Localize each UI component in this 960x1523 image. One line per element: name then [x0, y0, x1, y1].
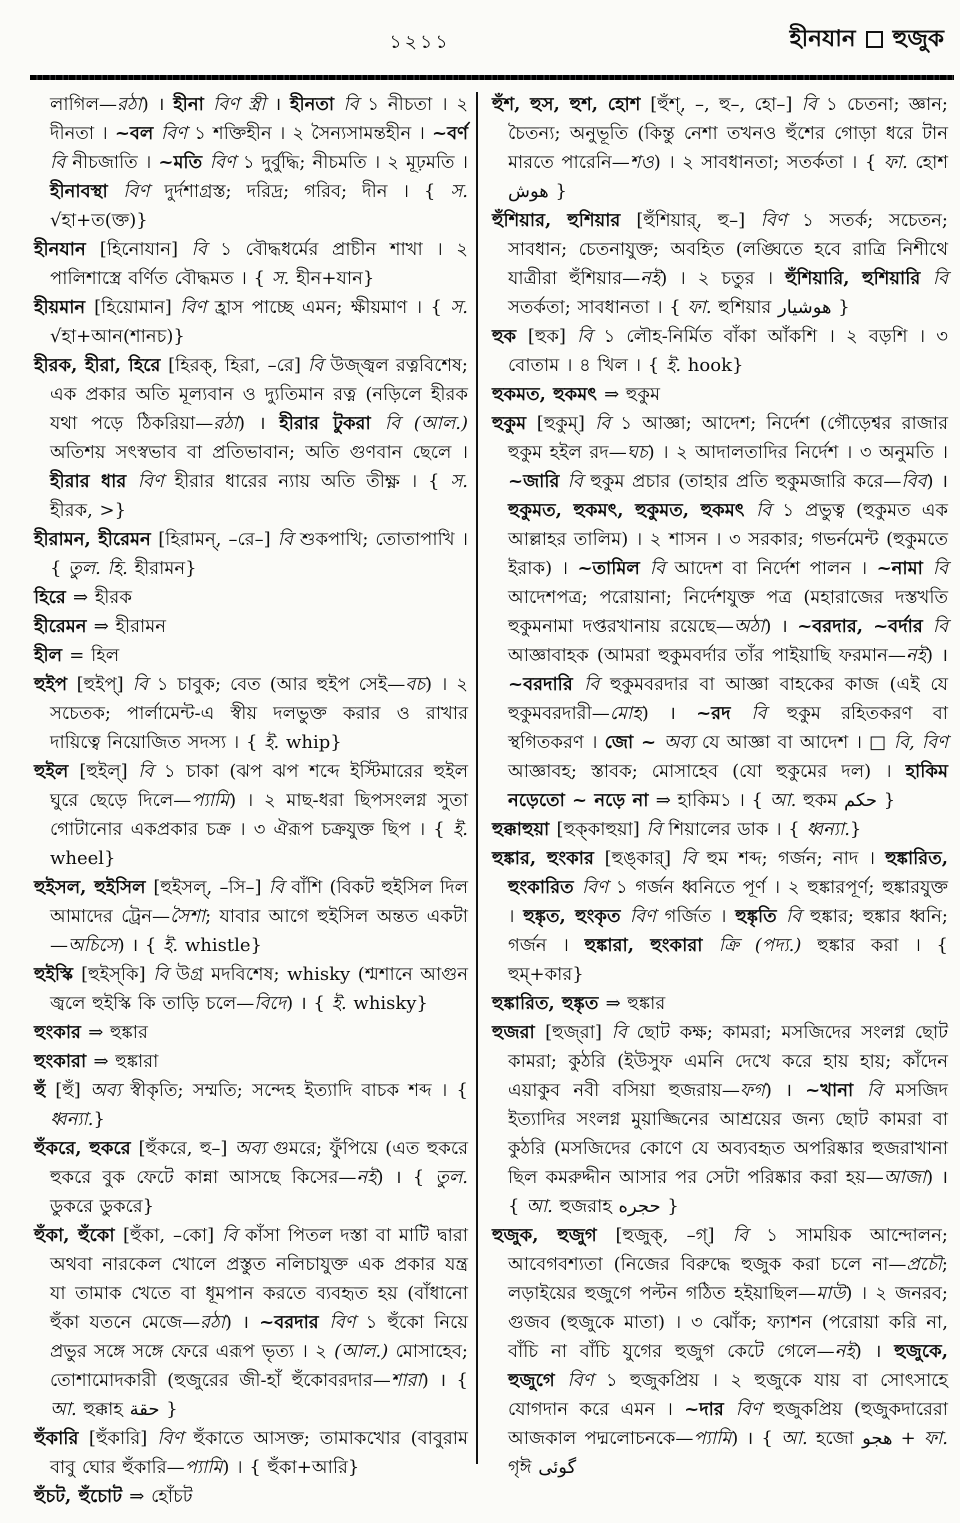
dictionary-entry: হুক [হুক] বি ১ লৌহ-নির্মিত বাঁকা আঁকশি । ২ বড়শি । ৩ বোতাম । ৪ খিল । { ই. hook}: [492, 326, 949, 376]
dictionary-entry: হীরক, হীরা, হিরে [হিরক্, হিরা, –রে] বি উজ্জ্বল রত্নবিশেষ; এক প্রকার অতি মূল্যবান ও দ্যুতিমান রত্ন (নড়িলে হীরক যথা পড়ে ঠিকরিয়া—রঠা) । হীরার টুকরা বি (আল.) অতিশয় সৎস্বভাব বা প্রতিভাবান; অতি গুণবান ছেলে । হীরার ধার বিণ হীরার ধারের ন্যায় অতি তীক্ষ্ণ । { স. হীরক, >}: [34, 355, 468, 521]
dictionary-entry: হুঁচট, হুঁচোট ⇒ হোঁচট: [34, 1486, 193, 1507]
dictionary-entry: হুজরা [হুজ্‌রা] বি ছোট কক্ষ; কামরা; মসজিদের সংলগ্ন ছোট কামরা; কুঠরি (ইউসুফ এমনি দেখে করে হায় হায়; কাঁদেন এয়াকুব নবী বসিয়া হুজরায়—ফগ) । ~খানা বি মসজিদ ইত্যাদির সংলগ্ন মুয়াজ্জিনের আশ্রয়ের জন্য ছোট কামরা বা কুঠরি (মসজিদের কোণে যে অব্যবহৃত অপরিষ্কার হুজরাখানা ছিল কমরুদ্দীন আসার পর সেটা পরিষ্কার করা হয়—আজা) । { আ. হুজরাহ حجره }: [492, 1022, 948, 1217]
dictionary-entry: হুকমত, হুকমৎ ⇒ হুকুম: [492, 384, 660, 405]
dictionary-entry: হুঁশিয়ার, হুশিয়ার [হুঁশিয়ার্, হু–] বিণ ১ সতর্ক; সচেতন; সাবধান; চেতনাযুক্ত; অবহিত (লঙ্ঘিতে হবে রাত্রি নিশীথে যাত্রীরা হুঁশিয়ার—নই) । ২ চতুর । হুঁশিয়ারি, হুশিয়ারি বি সতর্কতা; সাবধানতা । { ফা. হুশিয়ার هوشيار }: [492, 210, 948, 318]
dictionary-entry: হীনযান [হিনোযান] বি ১ বৌদ্ধধর্মের প্রাচীন শাখা । ২ পালিশাস্ত্রে বর্ণিত বৌদ্ধমত । { স. হীন+যান}: [34, 239, 468, 289]
dictionary-entry: হুইপ [হুইপ্] বি ১ চাবুক; বেত (আর হুইপ সেই—বচ) । ২ সচেতক; পার্লামেন্ট-এ স্বীয় দলভুক্ত করার ও রাখার দায়িত্বে নিয়োজিত সদস্য । { ই. whip}: [34, 674, 469, 753]
dictionary-entry: হুকুম [হুকুম্] বি ১ আজ্ঞা; আদেশ; নির্দেশ (গৌড়েশ্বর রাজার হুকুম হইল রদ—ঘচ) । ২ আদালতাদির নির্দেশ । ৩ অনুমতি । ~জারি বি হুকুম প্রচার (তাহার প্রতি হুকুমজারি করে—বিব) । হুকুমত, হুকমৎ, হুকুমত, হুকমৎ বি ১ প্রভুত্ব (হুকুমত এক আল্লাহর তালিম) । ২ শাসন । ৩ সরকার; গভর্নমেন্ট (হুকুমতে ইরাক) । ~তামিল বি আদেশ বা নির্দেশ পালন । ~নামা বি আদেশপত্র; পরোয়ানা; নির্দেশযুক্ত পত্র (মহারাজের দস্তখতি হুকুমনামা দপ্তরখানায় রয়েছে—অঠা) । ~বরদার, ~বর্দার বি আজ্ঞাবাহক (আমরা হুকুমবর্দার তাঁর পাইয়াছি ফরমান—নই) । ~বরদারি বি হুকুমবরদার বা আজ্ঞা বাহকের কাজ (এই যে হুকুমবরদারী—মোহ) । ~রদ বি হুকুম রহিতকরণ বা স্থগিতকরণ । জো ~ অব্য যে আজ্ঞা বা আদেশ । □ বি, বিণ আজ্ঞাবহ; স্তাবক; মোসাহেব (যো হুকুমের দল) । হাকিম নড়েতো ~ নড়ে না ⇒ হাকিম১ । { আ. হুকম حكم }: [492, 413, 949, 811]
dictionary-entry: লাগিল—রঠা) । হীনা বিণ স্ত্রী । হীনতা বি ১ নীচতা । ২ দীনতা । ~বল বিণ ১ শক্তিহীন । ২ সৈন্যসামন্তহীন । ~বর্ণ বি নীচজাতি । ~মতি বিণ ১ দুর্বুদ্ধি; নীচমতি । ২ মূঢ়মতি । হীনাবস্থা বিণ দুর্দশাগ্রস্ত; দরিদ্র; গরিব; দীন । { স. √হা+ত(ক্ত)}: [50, 94, 469, 231]
guide-words: [790, 20, 944, 59]
dictionary-entry: হুইসল, হুইসিল [হুইসল্, –সি–] বি বাঁশি (বিকট হুইসিল দিল আমাদের ট্রেন—সৈশা; যাবার আগে হুইসিল অন্তত একটা—অচিসে) । { ই. whistle}: [34, 877, 468, 956]
column-divider: [476, 92, 478, 1464]
dictionary-entry: হুংকার ⇒ হুঙ্কার: [34, 1022, 148, 1043]
dictionary-entry: হুক্কাহুয়া [হুক্‌কাহুয়া] বি শিয়ালের ডাক । { ধ্বন্যা.}: [492, 819, 862, 840]
guide-word-left: হীনযান: [789, 25, 856, 52]
dictionary-entry: হুইস্কি [হুইস্‌কি] বি উগ্র মদবিশেষ; whisky (শ্মশানে আগুন জ্বলে হুইস্কি কি তাড়ি চলে—বিদে) । { ই. whisky}: [34, 964, 468, 1014]
dictionary-entry: হীরেমন ⇒ হীরামন: [34, 616, 167, 637]
dictionary-entry: হীল = হিল: [34, 645, 120, 666]
right-column: [492, 90, 948, 1482]
dictionary-entry: হুঁশ, হুস, হুশ, হোশ [হুঁশ্, –, হু–, হো–] বি ১ চেতনা; জ্ঞান; চৈতন্য; অনুভূতি (কিন্তু নেশা তখনও হুঁশের গোড়া ধরে টান মারতে পারেনি—শও) । ২ সাবধানতা; সতর্কতা । { ফা. হোশ هوش }: [492, 94, 949, 202]
header-rule: [30, 75, 954, 80]
square-separator-icon: [866, 31, 883, 48]
columns: [34, 90, 949, 1507]
dictionary-entry: হুইল [হুইল্] বি ১ চাকা (ঝপ ঝপ শব্দে ইস্টিমারের হুইল ঘুরে ছেড়ে দিলে—প্যামি) । ২ মাছ-ধরা ছিপসংলগ্ন সুতা গোটানোর একপ্রকার চক্র । ৩ ঐরূপ চক্রযুক্ত ছিপ । { ই. wheel}: [34, 761, 468, 869]
guide-word-right: হুজুক: [892, 25, 944, 52]
dictionary-entry: হুঁকরে, হুকরে [হুঁকরে, হু–] অব্য গুমরে; ফুঁপিয়ে (এত হুকরে হুকরে বুক ফেটে কান্না আসছে কিসের—নই) । { তুল. ডুকরে ডুকরে}: [34, 1138, 468, 1217]
dictionary-entry: হুংকারা ⇒ হুঙ্কারা: [34, 1051, 159, 1072]
dictionary-entry: হুঙ্কার, হুংকার [হুঙ্‌কার্] বি হুম শব্দ; গর্জন; নাদ । হুঙ্কারিত, হুংকারিত বিণ ১ গর্জন ধ্বনিতে পূর্ণ । ২ হুঙ্কারপূর্ণ; হুঙ্কারযুক্ত । হুঙ্কৃত, হুংকৃত বিণ গর্জিত । হুঙ্কৃতি বি হুঙ্কার; হুঙ্কার ধ্বনি; গর্জন । হুঙ্কারা, হুংকারা ক্রি (পদ্য.) হুঙ্কার করা । { হুম্+কার}: [492, 848, 948, 985]
dictionary-entry: হিরে ⇒ হীরক: [34, 587, 132, 608]
left-column: [34, 90, 468, 1511]
dictionary-entry: হুঁকা, হুঁকো [হুঁকা, –কো] বি কাঁসা পিতল দস্তা বা মাটি দ্বারা অথবা নারকেল খোলে প্রস্তুত নলিচাযুক্ত এক প্রকার যন্ত্র যা তামাক খেতে বা ধূমপান করতে ব্যবহৃত হয় (বাঁধানো হুঁকা যতনে মেজে—রঠা) । ~বরদার বিণ ১ হুঁকো নিয়ে প্রভুর সঙ্গে সঙ্গে ফেরে এরূপ ভৃত্য । ২ (আল.) মোসাহেব; তোশামোদকারী (হুজুরের জী-হাঁ হুঁকোবরদার—শারা) । { আ. হুক্কাহ حقة }: [34, 1225, 468, 1420]
page-number: ১২১১: [389, 31, 451, 53]
dictionary-entry: হুঁকারি [হুঁকারি] বিণ হুঁকাতে আসক্ত; তামাকখোর (বাবুরাম বাবু ঘোর হুঁকারি—প্যামি) । { হুঁকা+আরি}: [34, 1428, 469, 1478]
dictionary-entry: হুঁ [হুঁ] অব্য স্বীকৃতি; সম্মতি; সন্দেহ ইত্যাদি বাচক শব্দ । { ধ্বন্যা.}: [34, 1080, 468, 1130]
dictionary-entry: হীরামন, হীরেমন [হিরামন্, –রে–] বি শুকপাখি; তোতাপাখি । { তুল. হি. হীরামন}: [34, 529, 468, 579]
dictionary-entry: হুঙ্কারিত, হুঙ্কৃত ⇒ হুঙ্কার: [492, 993, 666, 1014]
dictionary-entry: হীয়মান [হিয়োমান] বিণ হ্রাস পাচ্ছে এমন; ক্ষীয়মাণ । { স. √হা+আন(শানচ)}: [34, 297, 469, 347]
dictionary-entry: হুজুক, হুজুগ [হুজুক্, –গ্] বি ১ সাময়িক আন্দোলন; আবেগবশ্যতা (নিজের বিরুদ্ধে হুজুক করা চলে না—প্রচৌ; লড়াইয়ের হুজুগে পল্টন গঠিত হইয়াছিল—মাউ) । ২ জনরব; গুজব (হুজুকে মাতা) । ৩ ঝোঁক; ফ্যাশন (পরোয়া করি না, বাঁচি না বাঁচি যুগের হুজুগ কেটে গেলে—নই) । হুজুকে, হুজুগে বিণ ১ হুজুকপ্রিয় । ২ হুজুকে যায় বা সোৎসাহে যোগদান করে এমন । ~দার বিণ হুজুকপ্রিয় (হুজুকদারেরা আজকাল পদ্মলোচনকে—প্যামি) । { আ. হজো هجو + ফা. গৃঈ گوئى: [492, 1225, 948, 1478]
